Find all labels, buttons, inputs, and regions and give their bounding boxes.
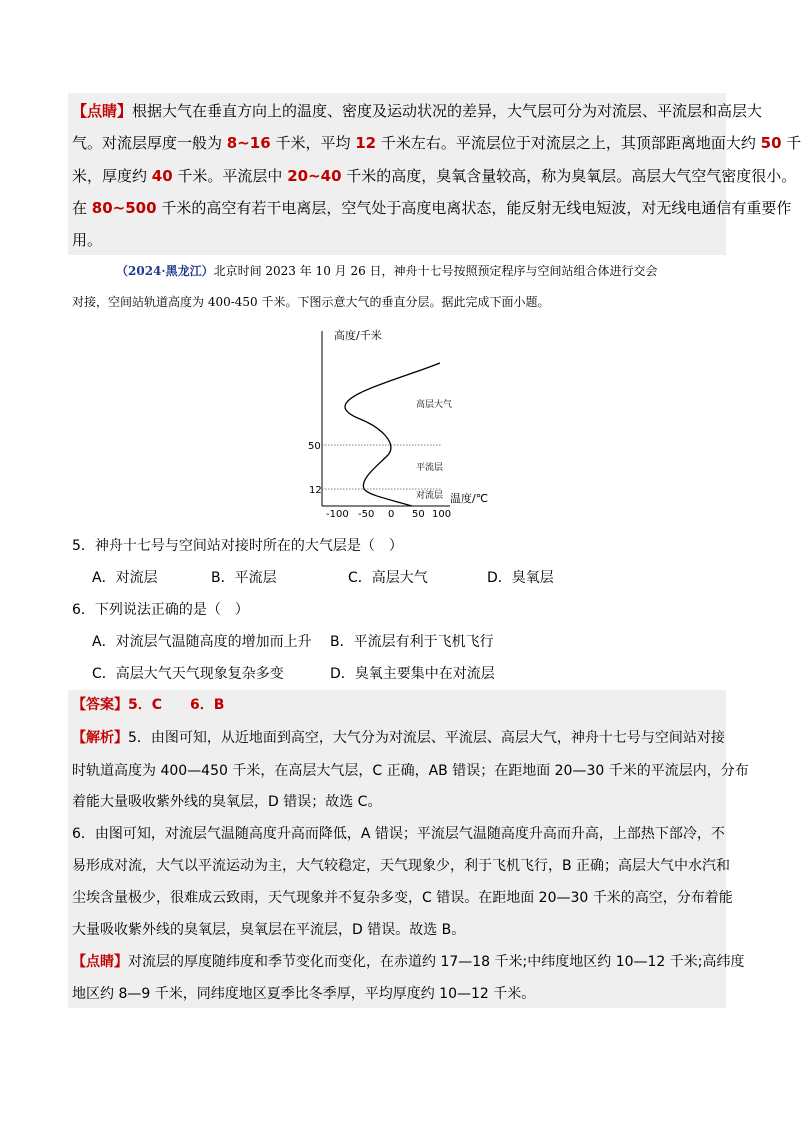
q5-option-b[interactable]: B．平流层 bbox=[211, 570, 277, 586]
x-axis-label: 温度/℃ bbox=[450, 492, 489, 505]
note1-line-5: 用。 bbox=[72, 231, 103, 249]
question-stem-line-2: 对接，空间站轨道高度为 400-450 千米。下图示意大气的垂直分层。据此完成下面小题。 bbox=[72, 295, 550, 309]
q6-option-d[interactable]: D．臭氧主要集中在对流层 bbox=[330, 666, 495, 682]
question-source: （2024·黑龙江） bbox=[116, 264, 214, 278]
note2-line-2: 地区约 8—9 千米，同纬度地区夏季比冬季厚，平均厚度约 10—12 千米。 bbox=[72, 986, 536, 1002]
analysis-line-2: 时轨道高度为 400—450 千米，在高层大气层，C 正确，AB 错误；在距地面 20—30 千米的平流层内，分布 bbox=[72, 763, 749, 779]
question-6-stem: 6．下列说法正确的是（ ） bbox=[72, 602, 249, 618]
layer-label-upper: 高层大气 bbox=[416, 400, 453, 410]
q6-option-c[interactable]: C．高层大气天气现象复杂多变 bbox=[92, 666, 284, 682]
note1-line-4: 在 80~500 千米的高空有若干电离层，空气处于高度电离状态，能反射无线电短波，对无线电通信有重要作 bbox=[72, 199, 792, 217]
x-tick: 50 bbox=[412, 509, 425, 520]
analysis-tag: 【解析】 bbox=[72, 730, 128, 746]
atmosphere-layer-diagram bbox=[300, 323, 500, 523]
layer-label-strato: 平流层 bbox=[416, 463, 444, 473]
note1-tag: 【点睛】 bbox=[72, 102, 133, 120]
q5-option-a[interactable]: A．对流层 bbox=[92, 570, 158, 586]
temperature-curve bbox=[345, 363, 440, 506]
answer-text: 5．C 6．B bbox=[128, 697, 225, 713]
q6-option-b[interactable]: B．平流层有利于飞机飞行 bbox=[330, 634, 494, 650]
note1-line-3: 米，厚度约 40 千米。平流层中 20~40 千米的高度，臭氧含量较高，称为臭氧层。高层大气空气密度很小。 bbox=[72, 167, 797, 185]
analysis-line-6: 尘埃含量极少，很难成云致雨，天气现象并不复杂多变，C 错误。在距地面 20—30 千米的高空，分布着能 bbox=[72, 890, 733, 906]
analysis-line-5: 易形成对流，大气以平流运动为主，大气较稳定，天气现象少，利于飞机飞行，B 正确；高层大气中水汽和 bbox=[72, 858, 731, 874]
y-tick-12: 12 bbox=[309, 485, 322, 496]
answer-tag: 【答案】 bbox=[72, 697, 128, 713]
note2-line-1: 【点睛】对流层的厚度随纬度和季节变化而变化，在赤道约 17—18 千米;中纬度地区约 10—12 千米;高纬度 bbox=[72, 954, 745, 970]
layer-label-tropo: 对流层 bbox=[416, 491, 444, 501]
analysis-line-1: 【解析】5．由图可知，从近地面到高空，大气分为对流层、平流层、高层大气，神舟十七号与空间站对接 bbox=[72, 730, 725, 746]
question-stem-line-1: （2024·黑龙江）北京时间 2023 年 10 月 26 日，神舟十七号按照预定程序与空间站组合体进行交会 bbox=[116, 264, 658, 278]
y-tick-50: 50 bbox=[308, 441, 321, 452]
analysis-line-4: 6．由图可知，对流层气温随高度升高而降低，A 错误；平流层气温随高度升高而升高，上部热下部冷，不 bbox=[72, 826, 725, 842]
answer-line bbox=[72, 694, 224, 716]
analysis-line-3: 着能大量吸收紫外线的臭氧层，D 错误；故选 C。 bbox=[72, 794, 382, 810]
y-axis-label: 高度/千米 bbox=[334, 329, 382, 342]
x-tick: 0 bbox=[388, 509, 395, 520]
note2-tag: 【点睛】 bbox=[72, 954, 128, 970]
q5-option-d[interactable]: D．臭氧层 bbox=[487, 570, 554, 586]
x-tick: 100 bbox=[432, 509, 452, 520]
x-tick: -100 bbox=[326, 509, 349, 520]
analysis-line-7: 大量吸收紫外线的臭氧层，臭氧层在平流层，D 错误。故选 B。 bbox=[72, 922, 466, 938]
q5-option-c[interactable]: C．高层大气 bbox=[348, 570, 428, 586]
q6-option-a[interactable]: A．对流层气温随高度的增加而上升 bbox=[92, 634, 312, 650]
x-tick: -50 bbox=[358, 509, 375, 520]
question-5-stem: 5．神舟十七号与空间站对接时所在的大气层是（ ） bbox=[72, 538, 403, 554]
note1-line-1: 【点睛】根据大气在垂直方向上的温度、密度及运动状况的差异，大气层可分为对流层、平流层和高层大 bbox=[72, 102, 763, 120]
note1-line-2: 气。对流层厚度一般为 8~16 千米，平均 12 千米左右。平流层位于对流层之上，其顶部距离地面大约 50 千 bbox=[72, 134, 801, 152]
